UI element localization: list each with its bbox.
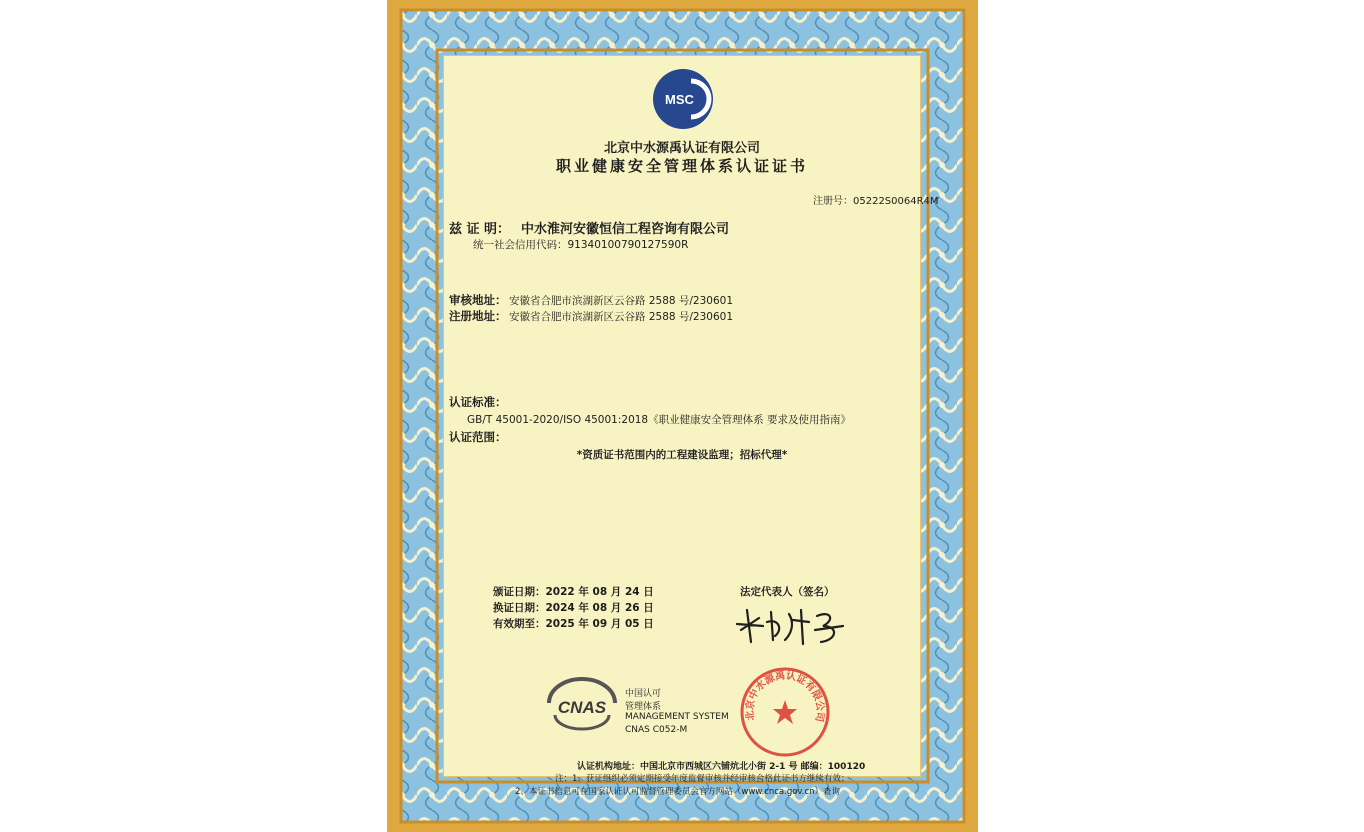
logo-text: MSC bbox=[665, 92, 694, 107]
standard-label: 认证标准： bbox=[449, 395, 507, 409]
standard-value: GB/T 45001-2020/ISO 45001:2018《职业健康安全管理体系 要求及使用指南》 bbox=[467, 414, 851, 426]
footer-note-2: 2、本证书信息可在国家认证认可监督管理委员会官方网站（www.cnca.gov.cn）查询 bbox=[515, 787, 841, 797]
certificate-title: 职业健康安全管理体系认证证书 bbox=[555, 157, 808, 175]
cnas-line-2: 管理体系 bbox=[625, 702, 662, 712]
cnas-logo-text: CNAS bbox=[557, 698, 607, 717]
cnas-line-3: MANAGEMENT SYSTEM bbox=[625, 712, 729, 722]
legal-representative-label: 法定代表人（签名） bbox=[740, 586, 835, 598]
credit-code: 统一社会信用代码：91340100790127590R bbox=[473, 239, 689, 251]
registered-address-label: 注册地址： bbox=[449, 309, 507, 323]
renew-date: 换证日期：2024 年 08 月 26 日 bbox=[493, 602, 654, 614]
footer-address: 认证机构地址：中国北京市西城区六铺炕北小街 2-1 号 邮编：100120 bbox=[577, 762, 866, 772]
registration-number: 注册号：05222S0064R4M bbox=[813, 196, 939, 207]
certificate bbox=[387, 0, 978, 832]
signature-image bbox=[731, 600, 851, 650]
valid-until-date: 有效期至：2025 年 09 月 05 日 bbox=[493, 618, 654, 630]
holder-label: 兹 证 明： bbox=[449, 222, 511, 237]
company-name: 北京中水源禹认证有限公司 bbox=[603, 141, 760, 156]
cnas-line-4: CNAS C052-M bbox=[625, 725, 688, 735]
issue-date: 颁证日期：2022 年 08 月 24 日 bbox=[493, 586, 654, 598]
registered-address: 安徽省合肥市滨湖新区云谷路 2588 号/230601 bbox=[509, 311, 734, 323]
cnas-line-1: 中国认可 bbox=[625, 689, 662, 699]
scope-label: 认证范围： bbox=[449, 430, 507, 444]
msc-logo-icon bbox=[651, 67, 715, 131]
scope-value: *资质证书范围内的工程建设监理；招标代理* bbox=[576, 449, 788, 461]
cnas-logo-icon bbox=[543, 675, 621, 733]
audit-address: 安徽省合肥市滨湖新区云谷路 2588 号/230601 bbox=[509, 295, 734, 307]
company-seal-icon bbox=[739, 666, 831, 758]
audit-address-label: 审核地址： bbox=[449, 293, 507, 307]
certificate-paper bbox=[443, 55, 939, 784]
footer-note-1: 注：1、获证组织必须定期接受年度监督审核并经审核合格此证书方继续有效； bbox=[555, 774, 850, 784]
holder-name: 中水淮河安徽恒信工程咨询有限公司 bbox=[521, 222, 730, 237]
seal-text: 北京中水源禹认证有限公司 bbox=[744, 670, 826, 723]
